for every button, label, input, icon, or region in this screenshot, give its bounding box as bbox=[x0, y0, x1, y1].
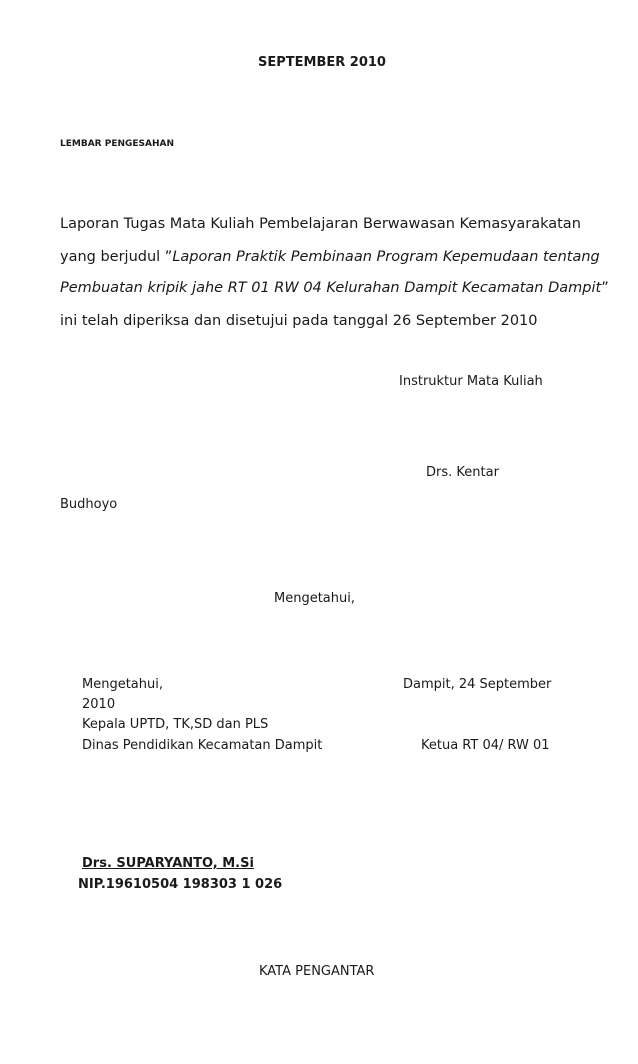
signature-left-agency: Dinas Pendidikan Kecamatan Dampit bbox=[82, 738, 323, 753]
signature-right-position: Ketua RT 04/ RW 01 bbox=[421, 738, 550, 753]
paragraph-text: yang berjudul ” bbox=[60, 249, 173, 265]
next-section-heading: KATA PENGANTAR bbox=[259, 964, 375, 979]
report-title-part-2: Pembuatan kripik jahe RT 01 RW 04 Kelurahan Dampit Kecamatan Dampit bbox=[60, 280, 602, 296]
signature-place-date: Dampit, 24 September bbox=[403, 677, 552, 692]
instructor-name-first: Drs. Kentar bbox=[426, 465, 499, 480]
paragraph-line-3 bbox=[60, 280, 609, 296]
paragraph-line-4: ini telah diperiksa dan disetujui pada tanggal 26 September 2010 bbox=[60, 313, 538, 329]
approval-heading: LEMBAR PENGESAHAN bbox=[60, 139, 175, 149]
date-title: SEPTEMBER 2010 bbox=[258, 55, 386, 70]
report-title-part-1: Laporan Praktik Pembinaan Program Kepemudaan tentang bbox=[172, 249, 600, 265]
signature-left-knowing: Mengetahui, bbox=[82, 677, 163, 692]
instructor-name-last: Budhoyo bbox=[60, 497, 118, 512]
closing-quote: ” bbox=[601, 280, 609, 296]
official-name: Drs. SUPARYANTO, M.Si bbox=[82, 856, 254, 871]
signature-left-position: Kepala UPTD, TK,SD dan PLS bbox=[82, 717, 269, 732]
paragraph-line-2 bbox=[60, 241, 600, 274]
knowing-label: Mengetahui, bbox=[274, 591, 355, 606]
instructor-title: Instruktur Mata Kuliah bbox=[399, 374, 543, 389]
official-nip: NIP.19610504 198303 1 026 bbox=[78, 877, 283, 892]
paragraph-line-1: Laporan Tugas Mata Kuliah Pembelajaran Berwawasan Kemasyarakatan bbox=[60, 216, 581, 232]
signature-date-year: 2010 bbox=[82, 697, 116, 712]
